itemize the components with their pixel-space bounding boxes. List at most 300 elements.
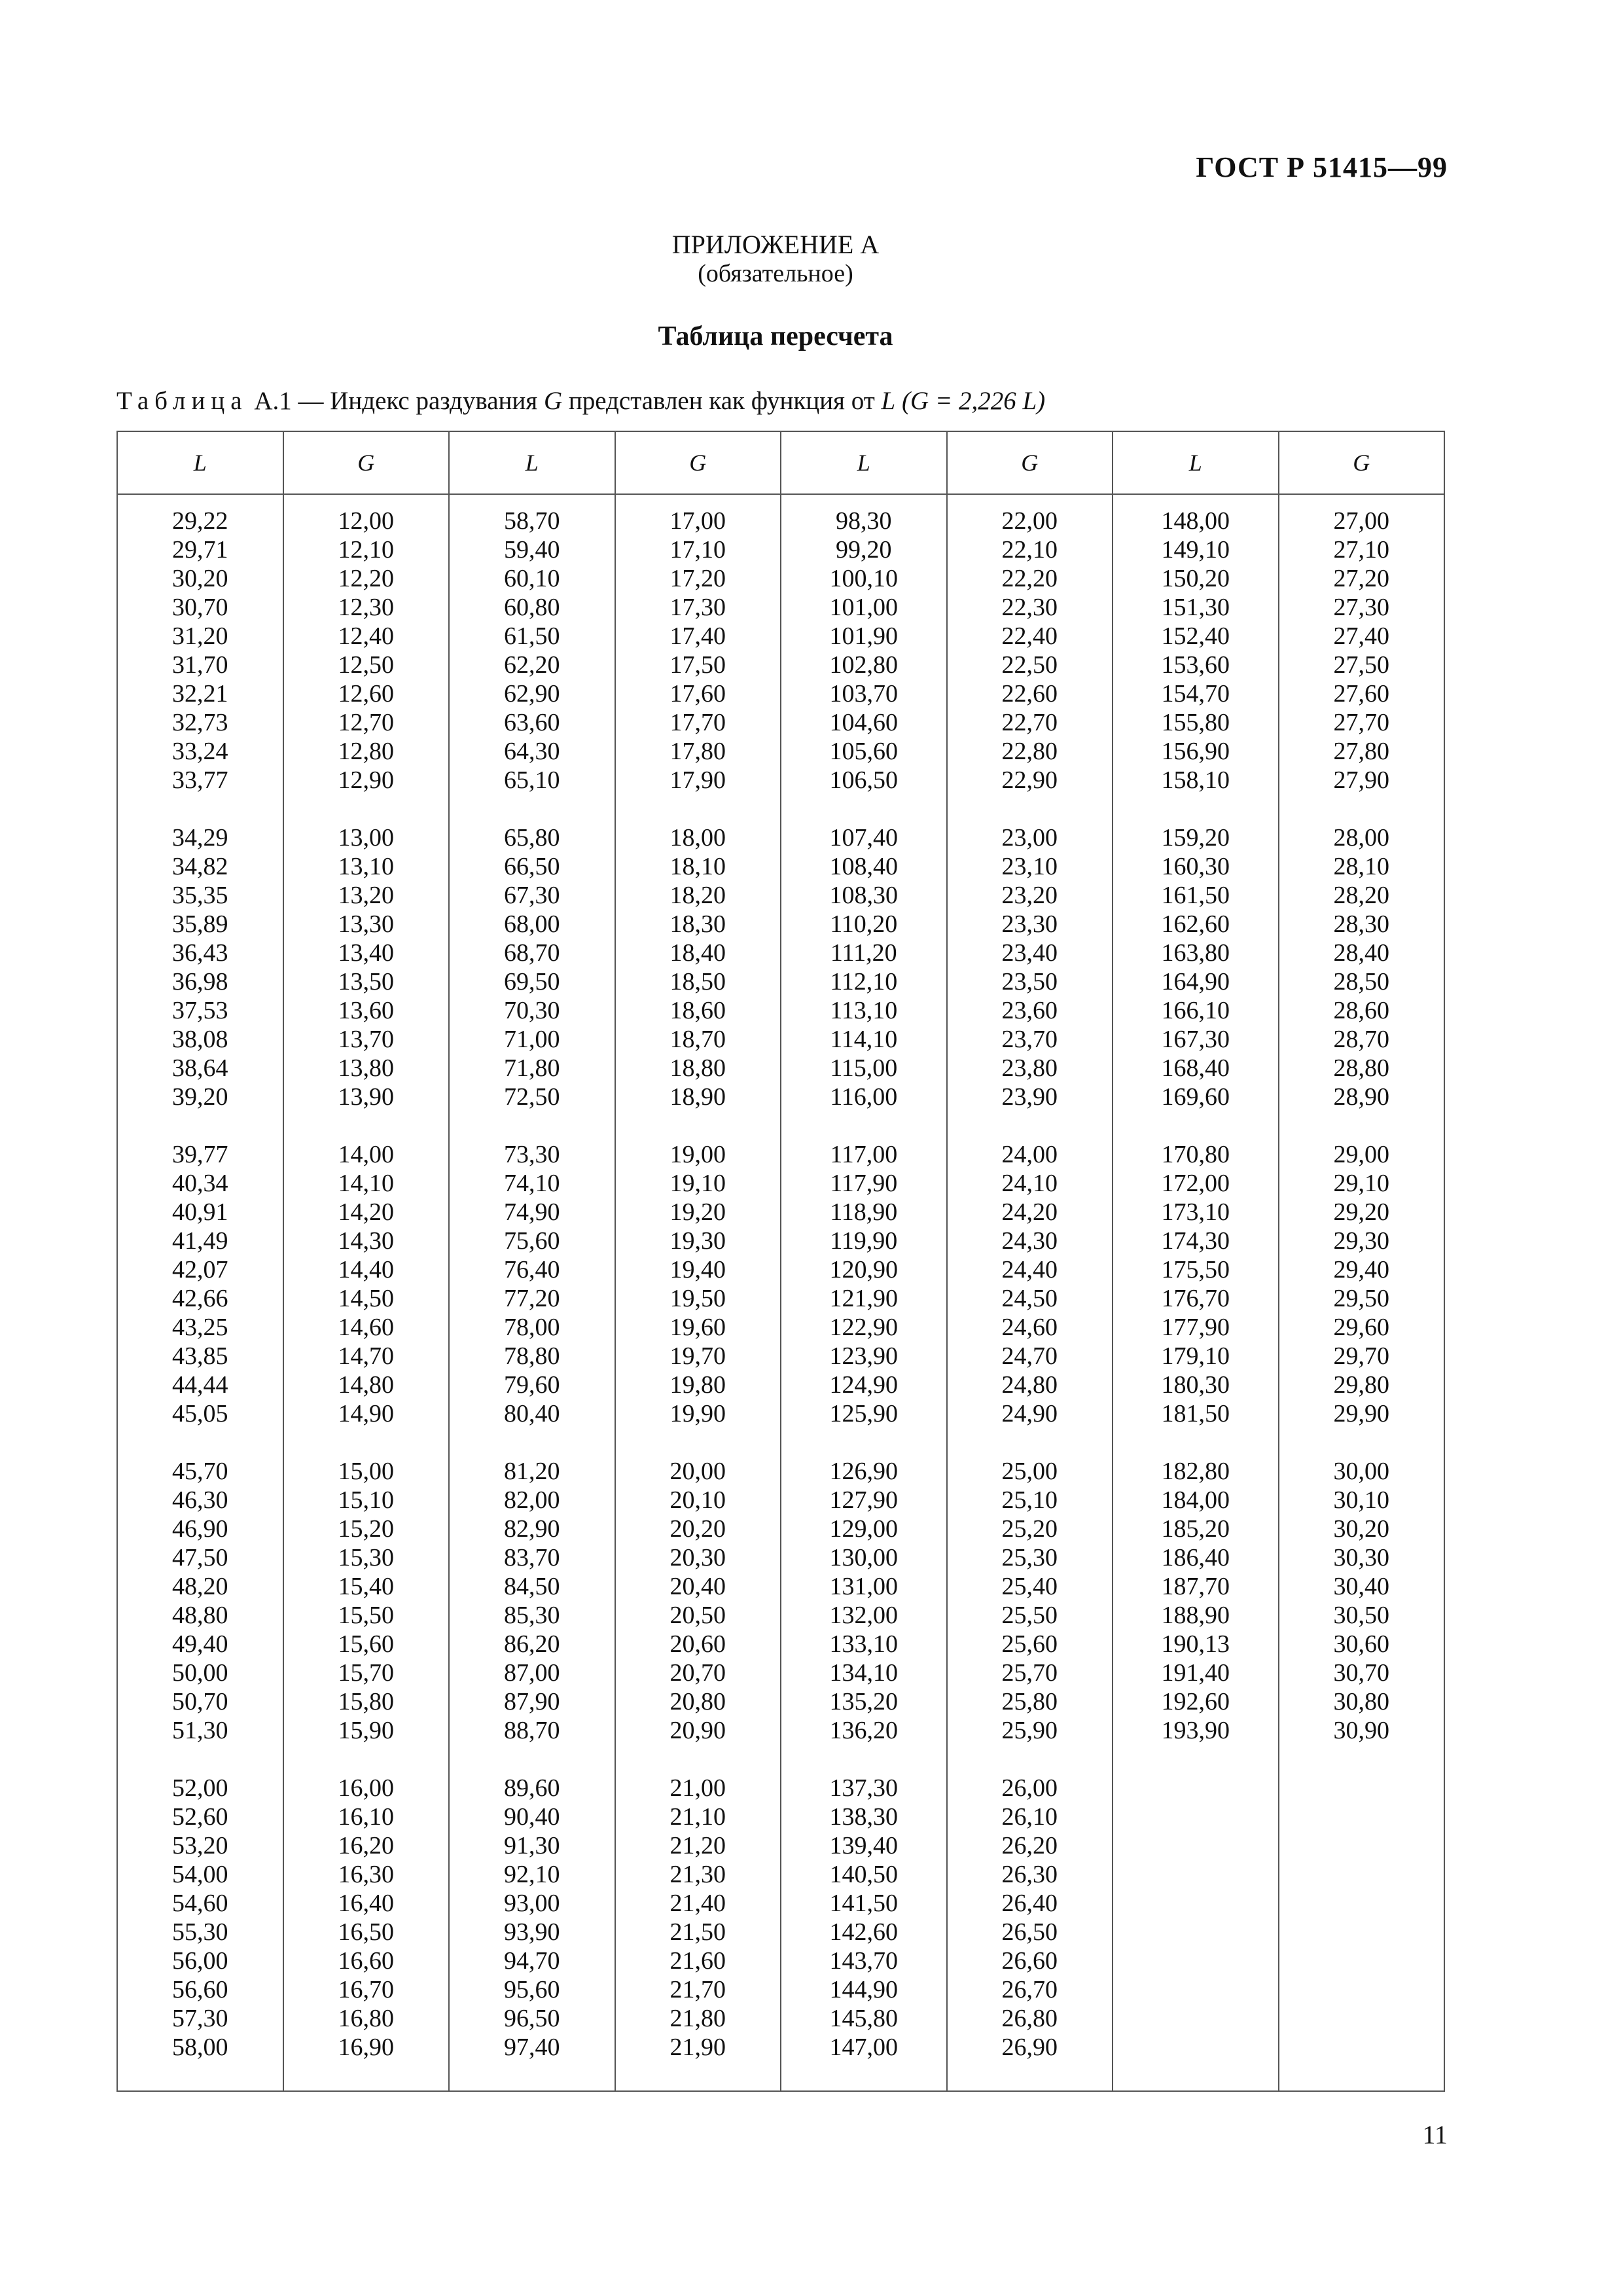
table-cell: 30,10 (1333, 1486, 1389, 1514)
table-cell: 75,60 (504, 1227, 560, 1255)
document-code: ГОСТ Р 51415—99 (1196, 151, 1448, 183)
table-cell: 138,30 (829, 1803, 898, 1831)
table-cell: 22,30 (1001, 594, 1058, 621)
table-cell: 23,90 (1001, 1083, 1058, 1111)
table-cell: 82,00 (504, 1486, 560, 1514)
table-cell: 35,35 (172, 882, 228, 909)
values-column (615, 494, 781, 2091)
table-cell: 163,80 (1161, 939, 1230, 967)
table-cell: 111,20 (830, 939, 897, 967)
table-cell: 13,20 (338, 882, 394, 909)
table-cell: 25,30 (1001, 1544, 1058, 1571)
table-cell: 38,08 (172, 1026, 228, 1053)
column-header: G (947, 431, 1113, 494)
table-cell: 126,90 (829, 1458, 898, 1485)
value-group (450, 1140, 615, 1428)
table-cell: 101,90 (829, 622, 898, 650)
table-cell: 13,90 (338, 1083, 394, 1111)
table-cell: 24,50 (1001, 1285, 1058, 1312)
table-cell: 15,20 (338, 1515, 394, 1543)
table-cell: 40,34 (172, 1170, 228, 1197)
table-cell: 13,60 (338, 997, 394, 1024)
table-cell: 28,50 (1333, 968, 1389, 996)
table-cell: 24,10 (1001, 1170, 1058, 1197)
table-cell: 134,10 (829, 1659, 898, 1687)
table-cell: 16,60 (338, 1947, 394, 1975)
table-cell: 12,50 (338, 651, 394, 679)
table-cell: 37,53 (172, 997, 228, 1024)
table-cell: 46,90 (172, 1515, 228, 1543)
value-group (450, 1457, 615, 1745)
table-cell: 145,80 (829, 2005, 898, 2032)
table-cell: 21,40 (669, 1890, 726, 1917)
table-cell: 31,20 (172, 622, 228, 650)
table-cell: 82,90 (504, 1515, 560, 1543)
table-cell: 87,00 (504, 1659, 560, 1687)
table-cell: 50,00 (172, 1659, 228, 1687)
table-cell: 132,00 (829, 1602, 898, 1629)
table-cell: 27,70 (1333, 709, 1389, 736)
value-group (1279, 1457, 1444, 1745)
table-cell: 28,40 (1333, 939, 1389, 967)
table-cell: 14,80 (338, 1371, 394, 1399)
value-group (118, 823, 283, 1111)
table-cell: 56,60 (172, 1976, 228, 2003)
table-cell: 29,30 (1333, 1227, 1389, 1255)
table-cell: 162,60 (1161, 910, 1230, 938)
value-group (948, 507, 1113, 795)
table-cell: 12,20 (338, 565, 394, 592)
table-cell: 28,00 (1333, 824, 1389, 852)
table-cell: 27,80 (1333, 738, 1389, 765)
value-group (781, 1774, 946, 2062)
table-cell: 33,24 (172, 738, 228, 765)
table-cell: 13,50 (338, 968, 394, 996)
table-cell: 22,60 (1001, 680, 1058, 708)
table-cell: 175,50 (1161, 1256, 1230, 1283)
table-cell: 113,10 (830, 997, 898, 1024)
table-cell: 25,00 (1001, 1458, 1058, 1485)
value-group (948, 1457, 1113, 1745)
table-cell: 98,30 (836, 507, 892, 535)
table-cell: 20,30 (669, 1544, 726, 1571)
table-cell: 28,20 (1333, 882, 1389, 909)
table-cell: 30,90 (1333, 1717, 1389, 1744)
table-cell: 26,50 (1001, 1918, 1058, 1946)
table-cell: 70,30 (504, 997, 560, 1024)
table-cell: 125,90 (829, 1400, 898, 1427)
values-column (1113, 494, 1279, 2091)
table-cell: 80,40 (504, 1400, 560, 1427)
table-cell: 84,50 (504, 1573, 560, 1600)
table-cell: 19,50 (669, 1285, 726, 1312)
table-cell: 13,30 (338, 910, 394, 938)
table-cell: 26,10 (1001, 1803, 1058, 1831)
table-cell: 23,70 (1001, 1026, 1058, 1053)
page-number: 11 (1422, 2120, 1448, 2149)
table-cell: 30,70 (1333, 1659, 1389, 1687)
value-group (1279, 1140, 1444, 1428)
table-cell: 79,60 (504, 1371, 560, 1399)
table-cell: 45,05 (172, 1400, 228, 1427)
table-cell: 48,80 (172, 1602, 228, 1629)
table-cell: 135,20 (829, 1688, 898, 1715)
table-cell: 108,40 (829, 853, 898, 880)
table-cell: 63,60 (504, 709, 560, 736)
table-cell: 161,50 (1161, 882, 1230, 909)
value-group (948, 823, 1113, 1111)
table-cell: 73,30 (504, 1141, 560, 1168)
table-cell: 14,10 (338, 1170, 394, 1197)
table-cell: 23,80 (1001, 1054, 1058, 1082)
table-cell: 15,80 (338, 1688, 394, 1715)
table-cell: 42,07 (172, 1256, 228, 1283)
table-cell: 121,90 (829, 1285, 898, 1312)
table-cell: 172,00 (1161, 1170, 1230, 1197)
table-cell: 29,90 (1333, 1400, 1389, 1427)
table-cell: 19,10 (669, 1170, 726, 1197)
table-caption (116, 386, 1045, 416)
table-cell: 15,90 (338, 1717, 394, 1744)
table-cell: 16,30 (338, 1861, 394, 1888)
table-cell: 15,50 (338, 1602, 394, 1629)
table-cell: 50,70 (172, 1688, 228, 1715)
table-cell: 12,80 (338, 738, 394, 765)
table-cell: 30,40 (1333, 1573, 1389, 1600)
table-cell: 45,70 (172, 1458, 228, 1485)
table-cell: 35,89 (172, 910, 228, 938)
values-column (283, 494, 450, 2091)
table-cell: 20,90 (669, 1717, 726, 1744)
table-cell: 127,90 (829, 1486, 898, 1514)
table-cell: 25,80 (1001, 1688, 1058, 1715)
table-cell: 13,00 (338, 824, 394, 852)
value-group (616, 507, 781, 795)
table-cell: 54,60 (172, 1890, 228, 1917)
caption-symbol-g: G (543, 387, 563, 415)
table-cell: 16,20 (338, 1832, 394, 1859)
caption-number: А.1 (254, 387, 292, 415)
table-cell: 141,50 (829, 1890, 898, 1917)
table-cell: 95,60 (504, 1976, 560, 2003)
values-column (117, 494, 283, 2091)
table-cell: 29,20 (1333, 1198, 1389, 1226)
value-group (781, 507, 946, 795)
table-cell: 19,90 (669, 1400, 726, 1427)
table-cell: 28,70 (1333, 1026, 1389, 1053)
table-cell: 30,70 (172, 594, 228, 621)
value-group (1113, 1140, 1278, 1428)
table-cell: 60,10 (504, 565, 560, 592)
table-cell: 26,40 (1001, 1890, 1058, 1917)
table-cell: 106,50 (829, 766, 898, 794)
table-cell: 192,60 (1161, 1688, 1230, 1715)
table-cell: 120,90 (829, 1256, 898, 1283)
table-cell: 47,50 (172, 1544, 228, 1571)
table-cell: 60,80 (504, 594, 560, 621)
caption-label: Таблица (116, 387, 248, 415)
table-cell: 22,10 (1001, 536, 1058, 564)
table-cell: 20,80 (669, 1688, 726, 1715)
table-cell: 43,25 (172, 1314, 228, 1341)
table-cell: 190,13 (1161, 1630, 1230, 1658)
table-cell: 28,10 (1333, 853, 1389, 880)
table-cell: 23,60 (1001, 997, 1058, 1024)
column-header: L (1113, 431, 1279, 494)
table-cell: 62,20 (504, 651, 560, 679)
table-cell: 29,00 (1333, 1141, 1389, 1168)
table-cell: 117,90 (830, 1170, 898, 1197)
table-cell: 20,60 (669, 1630, 726, 1658)
table-cell: 25,90 (1001, 1717, 1058, 1744)
table-cell: 17,90 (669, 766, 726, 794)
table-cell: 17,30 (669, 594, 726, 621)
table-cell: 166,10 (1161, 997, 1230, 1024)
table-cell: 90,40 (504, 1803, 560, 1831)
table-cell: 68,70 (504, 939, 560, 967)
table-cell: 144,90 (829, 1976, 898, 2003)
table-cell: 14,50 (338, 1285, 394, 1312)
table-cell: 39,77 (172, 1141, 228, 1168)
table-cell: 26,90 (1001, 2034, 1058, 2061)
column-header: L (449, 431, 615, 494)
table-cell: 57,30 (172, 2005, 228, 2032)
table-cell: 18,50 (669, 968, 726, 996)
table-cell: 72,50 (504, 1083, 560, 1111)
table-cell: 26,70 (1001, 1976, 1058, 2003)
table-cell: 14,30 (338, 1227, 394, 1255)
table-cell: 168,40 (1161, 1054, 1230, 1082)
table-cell: 22,50 (1001, 651, 1058, 679)
table-cell: 66,50 (504, 853, 560, 880)
table-cell: 14,60 (338, 1314, 394, 1341)
table-cell: 33,77 (172, 766, 228, 794)
table-cell: 32,21 (172, 680, 228, 708)
table-cell: 51,30 (172, 1717, 228, 1744)
table-cell: 19,70 (669, 1342, 726, 1370)
table-cell: 88,70 (504, 1717, 560, 1744)
table-cell: 17,20 (669, 565, 726, 592)
table-cell: 30,20 (1333, 1515, 1389, 1543)
table-cell: 29,80 (1333, 1371, 1389, 1399)
table-cell: 76,40 (504, 1256, 560, 1283)
table-cell: 18,90 (669, 1083, 726, 1111)
table-cell: 29,70 (1333, 1342, 1389, 1370)
table-cell: 27,40 (1333, 622, 1389, 650)
table-cell: 24,90 (1001, 1400, 1058, 1427)
table-cell: 25,40 (1001, 1573, 1058, 1600)
table-cell: 22,00 (1001, 507, 1058, 535)
table-cell: 18,60 (669, 997, 726, 1024)
table-cell: 13,80 (338, 1054, 394, 1082)
table-cell: 64,30 (504, 738, 560, 765)
table-cell: 28,90 (1333, 1083, 1389, 1111)
table-cell: 36,43 (172, 939, 228, 967)
table-cell: 17,80 (669, 738, 726, 765)
table-cell: 28,60 (1333, 997, 1389, 1024)
table-cell: 91,30 (504, 1832, 560, 1859)
table-cell: 21,20 (669, 1832, 726, 1859)
table-cell: 14,40 (338, 1256, 394, 1283)
table-cell: 19,60 (669, 1314, 726, 1341)
table-cell: 87,90 (504, 1688, 560, 1715)
table-cell: 22,80 (1001, 738, 1058, 765)
table-cell: 147,00 (829, 2034, 898, 2061)
table-cell: 41,49 (172, 1227, 228, 1255)
table-cell: 18,70 (669, 1026, 726, 1053)
table-cell: 30,80 (1333, 1688, 1389, 1715)
table-cell: 17,70 (669, 709, 726, 736)
table-cell: 23,30 (1001, 910, 1058, 938)
value-group (616, 823, 781, 1111)
table-cell: 30,60 (1333, 1630, 1389, 1658)
table-cell: 17,40 (669, 622, 726, 650)
table-cell: 16,90 (338, 2034, 394, 2061)
table-cell: 24,20 (1001, 1198, 1058, 1226)
value-group (781, 1457, 946, 1745)
table-cell: 164,90 (1161, 968, 1230, 996)
table-cell: 110,20 (830, 910, 898, 938)
table-cell: 151,30 (1161, 594, 1230, 621)
table-cell: 16,80 (338, 2005, 394, 2032)
value-group (450, 507, 615, 795)
table-cell: 158,10 (1161, 766, 1230, 794)
table-cell: 20,10 (669, 1486, 726, 1514)
table-cell: 22,40 (1001, 622, 1058, 650)
table-cell: 19,20 (669, 1198, 726, 1226)
table-cell: 77,20 (504, 1285, 560, 1312)
table-cell: 89,60 (504, 1774, 560, 1802)
table-cell: 108,30 (829, 882, 898, 909)
table-cell: 24,80 (1001, 1371, 1058, 1399)
table-cell: 15,60 (338, 1630, 394, 1658)
table-cell: 21,00 (669, 1774, 726, 1802)
table-cell: 93,00 (504, 1890, 560, 1917)
table-cell: 142,60 (829, 1918, 898, 1946)
table-cell: 26,60 (1001, 1947, 1058, 1975)
column-header: L (781, 431, 947, 494)
table-cell: 18,80 (669, 1054, 726, 1082)
appendix-title: ПРИЛОЖЕНИЕ А (671, 230, 880, 259)
table-cell: 15,00 (338, 1458, 394, 1485)
table-cell: 56,00 (172, 1947, 228, 1975)
caption-dash: — (298, 387, 324, 415)
table-cell: 23,10 (1001, 853, 1058, 880)
table-cell: 15,40 (338, 1573, 394, 1600)
table-cell: 131,00 (829, 1573, 898, 1600)
table-cell: 31,70 (172, 651, 228, 679)
table-cell: 119,90 (830, 1227, 898, 1255)
table-cell: 152,40 (1161, 622, 1230, 650)
table-cell: 42,66 (172, 1285, 228, 1312)
table-cell: 23,00 (1001, 824, 1058, 852)
table-cell: 167,30 (1161, 1026, 1230, 1053)
table-cell: 100,10 (829, 565, 898, 592)
table-cell: 12,90 (338, 766, 394, 794)
value-group (1113, 823, 1278, 1111)
table-cell: 114,10 (830, 1026, 898, 1053)
table-cell: 17,10 (669, 536, 726, 564)
value-group (284, 507, 449, 795)
appendix-note: (обязательное) (698, 260, 853, 287)
table-cell: 154,70 (1161, 680, 1230, 708)
caption-symbol-l: L (881, 387, 896, 415)
table-cell: 96,50 (504, 2005, 560, 2032)
table-cell: 12,70 (338, 709, 394, 736)
table-cell: 40,91 (172, 1198, 228, 1226)
table-cell: 21,10 (669, 1803, 726, 1831)
conversion-table (116, 431, 1445, 2092)
table-cell: 17,00 (669, 507, 726, 535)
table-cell: 29,10 (1333, 1170, 1389, 1197)
table-cell: 36,98 (172, 968, 228, 996)
table-cell: 102,80 (829, 651, 898, 679)
table-cell: 14,20 (338, 1198, 394, 1226)
value-group (450, 823, 615, 1111)
table-cell: 23,40 (1001, 939, 1058, 967)
table-cell: 101,00 (829, 594, 898, 621)
table-cell: 26,20 (1001, 1832, 1058, 1859)
table-cell: 44,44 (172, 1371, 228, 1399)
table-cell: 52,60 (172, 1803, 228, 1831)
table-cell: 187,70 (1161, 1573, 1230, 1600)
table-cell: 74,90 (504, 1198, 560, 1226)
table-cell: 149,10 (1161, 536, 1230, 564)
table-cell: 29,22 (172, 507, 228, 535)
table-cell: 52,00 (172, 1774, 228, 1802)
table-cell: 124,90 (829, 1371, 898, 1399)
table-cell: 19,40 (669, 1256, 726, 1283)
value-group (1279, 823, 1444, 1111)
table-cell: 24,40 (1001, 1256, 1058, 1283)
table-cell: 188,90 (1161, 1602, 1230, 1629)
table-cell: 117,00 (830, 1141, 898, 1168)
table-cell: 118,90 (830, 1198, 898, 1226)
table-cell: 86,20 (504, 1630, 560, 1658)
table-cell: 19,00 (669, 1141, 726, 1168)
table-cell: 68,00 (504, 910, 560, 938)
table-cell: 26,80 (1001, 2005, 1058, 2032)
table-cell: 85,30 (504, 1602, 560, 1629)
table-cell: 129,00 (829, 1515, 898, 1543)
table-cell: 112,10 (830, 968, 898, 996)
value-group (948, 1140, 1113, 1428)
table-cell: 20,70 (669, 1659, 726, 1687)
table-cell: 81,20 (504, 1458, 560, 1485)
table-cell: 12,40 (338, 622, 394, 650)
value-group (284, 1457, 449, 1745)
table-cell: 21,70 (669, 1976, 726, 2003)
table-cell: 97,40 (504, 2034, 560, 2061)
table-cell: 27,20 (1333, 565, 1389, 592)
value-group (284, 1140, 449, 1428)
table-cell: 18,20 (669, 882, 726, 909)
table-cell: 12,30 (338, 594, 394, 621)
table-cell: 94,70 (504, 1947, 560, 1975)
column-header: G (1279, 431, 1445, 494)
table-cell: 71,00 (504, 1026, 560, 1053)
value-group (781, 823, 946, 1111)
table-cell: 48,20 (172, 1573, 228, 1600)
table-cell: 133,10 (829, 1630, 898, 1658)
table-cell: 159,20 (1161, 824, 1230, 852)
table-cell: 21,50 (669, 1918, 726, 1946)
values-column (781, 494, 947, 2091)
table-cell: 12,60 (338, 680, 394, 708)
table-cell: 29,60 (1333, 1314, 1389, 1341)
table-cell: 62,90 (504, 680, 560, 708)
table-cell: 177,90 (1161, 1314, 1230, 1341)
